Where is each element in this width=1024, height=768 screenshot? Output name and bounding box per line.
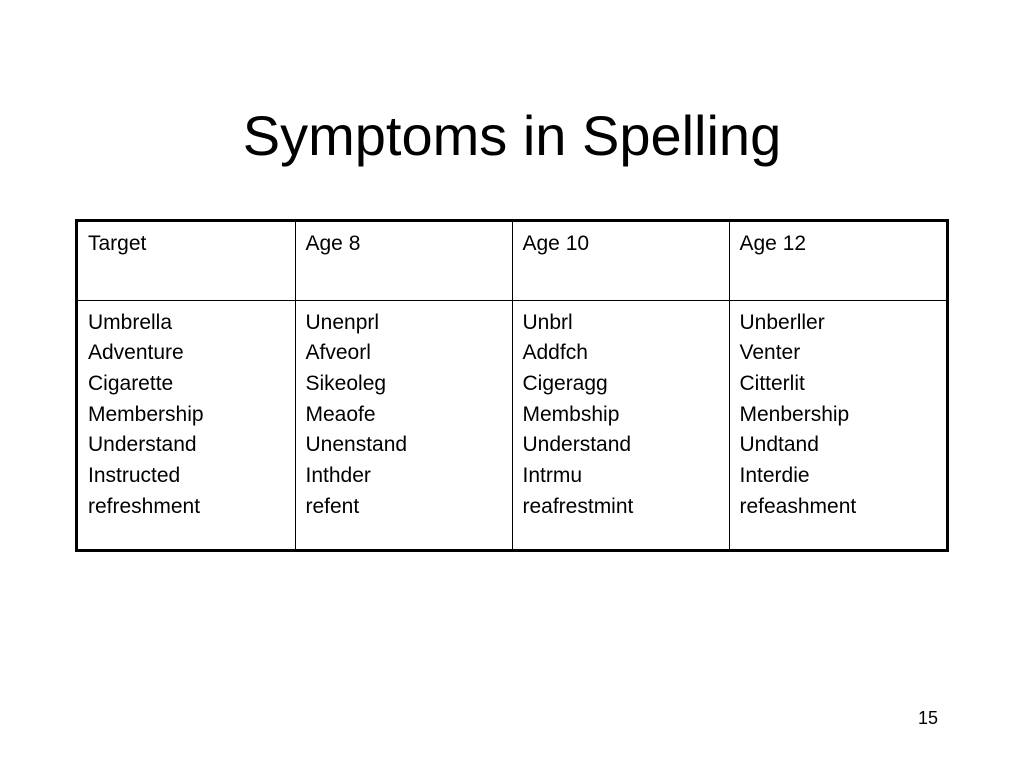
header-cell-age-8: Age 8 — [295, 222, 512, 300]
target-word: Understand — [88, 433, 197, 457]
age-12-spelling: Venter — [739, 341, 801, 365]
age-10-spelling: Unbrl — [522, 310, 573, 334]
spelling-table — [78, 222, 946, 549]
age-8-spelling: Afveorl — [305, 341, 371, 365]
age-8-spelling: Unenprl — [305, 310, 380, 334]
age-10-spelling: Understand — [522, 433, 632, 457]
target-word: Instructed — [88, 464, 181, 488]
column-age-8-words — [295, 300, 512, 549]
age-12-spelling: Unberller — [739, 310, 825, 334]
age-12-spelling: Menbership — [739, 402, 850, 426]
age-8-spelling: refent — [305, 494, 360, 518]
age-10-spelling: Addfch — [522, 341, 588, 365]
column-age-10-words — [512, 300, 729, 549]
spelling-table-frame — [75, 219, 949, 552]
column-target-words — [78, 300, 295, 549]
table-row — [78, 300, 946, 549]
age-8-spelling: Meaofe — [305, 402, 376, 426]
target-word: Cigarette — [88, 371, 174, 395]
age-12-spelling: Interdie — [739, 464, 810, 488]
age-10-spelling: Membship — [522, 402, 620, 426]
table-header-row — [78, 222, 946, 300]
age-12-spelling: refeashment — [739, 494, 857, 518]
header-cell-age-12: Age 12 — [729, 222, 946, 300]
page-number: 15 — [917, 708, 938, 728]
target-word: Membership — [88, 402, 204, 426]
column-age-12-words — [729, 300, 946, 549]
age-12-spelling: Undtand — [739, 433, 819, 457]
age-8-spelling: Unenstand — [305, 433, 408, 457]
age-10-spelling: reafrestmint — [522, 494, 634, 518]
age-10-spelling: Intrmu — [522, 464, 583, 488]
target-word: Adventure — [88, 341, 184, 365]
header-cell-target: Target — [78, 222, 295, 300]
slide-title: Symptoms in Spelling — [242, 104, 782, 167]
header-cell-age-10: Age 10 — [512, 222, 729, 300]
target-word: refreshment — [88, 494, 201, 518]
age-10-spelling: Cigeragg — [522, 371, 608, 395]
age-12-spelling: Citterlit — [739, 371, 805, 395]
age-8-spelling: Inthder — [305, 464, 371, 488]
target-word: Umbrella — [88, 310, 173, 334]
age-8-spelling: Sikeoleg — [305, 371, 387, 395]
